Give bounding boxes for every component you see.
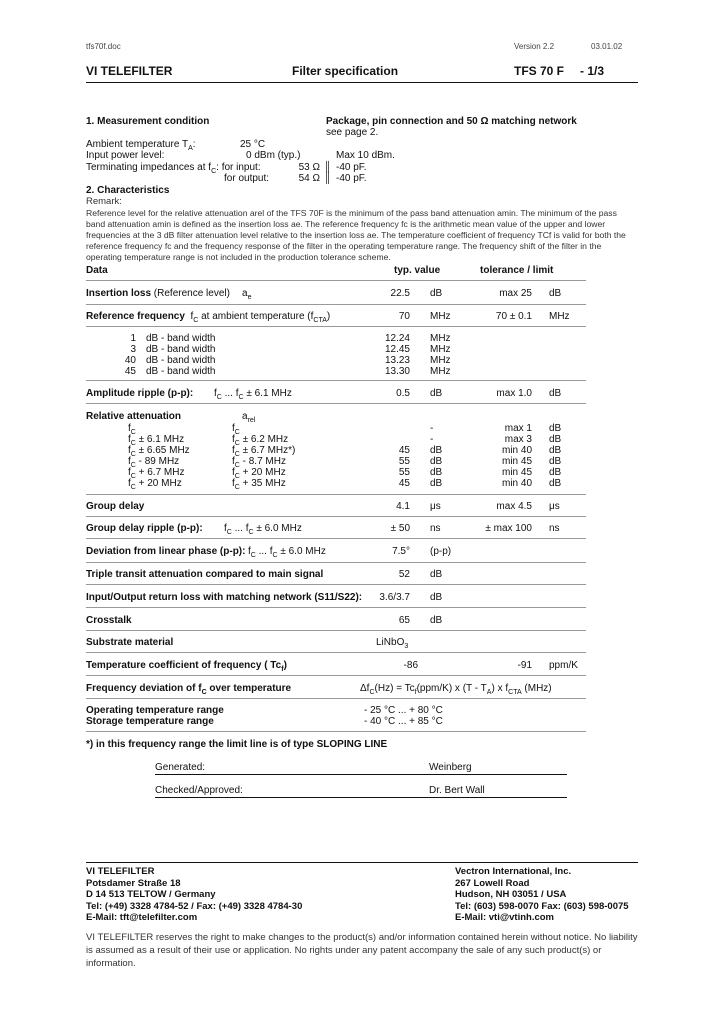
header-rule	[86, 82, 638, 83]
tta-typ: 52	[398, 569, 410, 580]
rule	[86, 380, 586, 381]
footer-left-company: VI TELEFILTER	[86, 866, 155, 877]
rule	[86, 326, 586, 327]
ar-limit-unit: dB	[549, 388, 562, 399]
ra-unit: dB	[430, 456, 443, 467]
rule	[86, 584, 586, 585]
gd-limit: max 4.5	[496, 501, 532, 512]
remark-title: Remark:	[86, 196, 122, 207]
ra-limit-unit: dB	[549, 478, 562, 489]
term-input-ohm: 53 Ω	[298, 162, 320, 173]
il-limit-unit: dB	[549, 288, 562, 299]
footer-right-city: Hudson, NH 03051 / USA	[455, 889, 567, 900]
otr-label: Operating temperature range	[86, 705, 224, 716]
rl-unit: dB	[430, 592, 443, 603]
ra-limit: min 45	[501, 467, 532, 478]
il-typ: 22.5	[390, 288, 410, 299]
ra-unit: dB	[430, 445, 443, 456]
footer-right-company: Vectron International, Inc.	[455, 866, 572, 877]
ra-from: $f_C + 6.7$ MHz	[128, 467, 185, 480]
bw-value: 12.24	[384, 333, 410, 344]
tc-limit-unit: ppm/K	[549, 660, 578, 671]
ra-typ: 45	[398, 478, 410, 489]
ra-typ: 55	[398, 456, 410, 467]
otr-value: - 25 °C ... + 80 °C	[364, 705, 443, 716]
ra-limit: min 45	[501, 456, 532, 467]
package-title: Package, pin connection and 50 Ω matching network	[326, 116, 577, 127]
bw-label: dB - band width	[146, 366, 216, 377]
ra-from: $f_C - 89$ MHz	[128, 456, 180, 469]
bw-label: dB - band width	[146, 355, 216, 366]
rf-limit: 70 ± 0.1	[495, 311, 532, 322]
remark-text: Reference level for the relative attenuation arel of the TFS 70F is the minimum of the pass band attenuation amin. The minimum of the pass band attenuation amin is defined as the insertion loss ae. The reference frequency fc is the arithmetic mean value of the upper and lower frequencies at the 3 dB filter attenuation level relative to the insertion loss ae. The temperature coefficient of frequency TCf is valid for both the reference frequency fc and the frequency response of the filter in the operating temperature range. The frequency shift of the filter in the operating temperature range is not included in the production tolerance scheme.	[86, 208, 626, 262]
bw-value: 12.45	[384, 344, 410, 355]
rf-label: Reference frequency $f_C$ at ambient temperature $(f_{CTA})$	[86, 311, 331, 324]
dlp-range: $f_C$ ... $f_C \pm 6.0$ MHz	[248, 546, 326, 559]
bw-unit: MHz	[430, 355, 451, 366]
ra-to: $f_C + 35$ MHz	[232, 478, 286, 491]
ct-unit: dB	[430, 615, 443, 626]
doc-title: Filter specification	[292, 64, 399, 78]
tc-typ: -86	[403, 660, 418, 671]
gdr-label: Group delay ripple (p-p):	[86, 523, 203, 534]
col-typ: typ. value	[394, 265, 441, 276]
ra-unit: dB	[430, 467, 443, 478]
gdr-typ: ± 50	[390, 523, 410, 534]
il-limit: max 25	[499, 288, 532, 299]
fd-formula: $\Delta f_C(Hz) = Tc_f(ppm/K)$ x $(T - T_A)$ x $f_{CTA}$ (MHz)	[360, 683, 552, 696]
ra-typ: 45	[398, 445, 410, 456]
rule	[86, 403, 586, 404]
ra-symbol: $a_{rel}$	[242, 411, 256, 424]
ambient-label: Ambient temperature $T_A$:	[86, 139, 196, 152]
ar-limit: max 1.0	[496, 388, 532, 399]
approved-name: Dr. Bert Wall	[429, 785, 485, 796]
bw-db: 3	[130, 344, 136, 355]
meas-title: 1. Measurement condition	[86, 116, 210, 127]
rule	[86, 538, 586, 539]
rule	[86, 304, 586, 305]
str-value: - 40 °C ... + 85 °C	[364, 716, 443, 727]
version: Version 2.2	[514, 42, 555, 51]
gd-label: Group delay	[86, 501, 145, 512]
rule	[86, 607, 586, 608]
parallel-symbol: ║	[324, 162, 332, 173]
footer-left-email[interactable]: E-Mail: tft@telefilter.com	[86, 912, 198, 923]
filename: tfs70f.doc	[86, 42, 121, 51]
ra-from: $f_C + 20$ MHz	[128, 478, 182, 491]
gdr-limit: ± max 100	[485, 523, 532, 534]
ra-unit: dB	[430, 478, 443, 489]
dlp-unit: (p-p)	[430, 546, 452, 557]
col-data: Data	[86, 265, 108, 276]
gd-limit-unit: μs	[549, 501, 560, 512]
company-name: VI TELEFILTER	[86, 64, 173, 78]
ambient-value: 25 °C	[240, 139, 266, 150]
ra-limit: min 40	[501, 478, 532, 489]
il-symbol: $a_e$	[242, 288, 252, 301]
ra-from: $f_C$	[128, 423, 136, 436]
term-output-pf: -40 pF.	[336, 173, 367, 184]
ra-label: Relative attenuation	[86, 411, 182, 422]
disclaimer: VI TELEFILTER reserves the right to make changes to the product(s) and/or information contained herein without notice. No liability is assumed as a result of their use or application. No rights under any patent accompany the sale of any such product(s) or information.	[86, 932, 638, 969]
rule	[86, 630, 586, 631]
ra-limit: max 1	[504, 423, 532, 434]
ra-from: $f_C \pm 6.1$ MHz	[128, 434, 185, 447]
bw-db: 40	[124, 355, 136, 366]
il-label: Insertion loss (Reference level)	[86, 288, 230, 299]
footer-left-city: D 14 513 TELTOW / Germany	[86, 889, 216, 900]
ra-to: $f_C \pm 6.2$ MHz	[232, 434, 289, 447]
footnote: *) in this frequency range the limit line is of type SLOPING LINE	[86, 739, 388, 750]
rule	[86, 675, 586, 676]
tta-label: Triple transit attenuation compared to main signal	[86, 569, 324, 580]
approved-label: Checked/Approved:	[155, 785, 243, 796]
rule	[86, 731, 586, 732]
signature-line	[155, 774, 567, 775]
bw-db: 45	[124, 366, 136, 377]
power-value: 0 dBm (typ.)	[246, 150, 301, 161]
part-number: TFS 70 F	[514, 64, 565, 78]
str-label: Storage temperature range	[86, 716, 214, 727]
tc-label: Temperature coefficient of frequency ( $Tc_f$)	[86, 660, 287, 673]
ar-range: $f_C$ ... $f_C \pm 6.1$ MHz	[214, 388, 292, 401]
ra-typ: 55	[398, 467, 410, 478]
footer-rule	[86, 862, 638, 863]
bw-db: 1	[130, 333, 136, 344]
ra-limit-unit: dB	[549, 467, 562, 478]
rule	[86, 494, 586, 495]
sm-label: Substrate material	[86, 637, 174, 648]
ct-label: Crosstalk	[86, 615, 132, 626]
generated-label: Generated:	[155, 762, 206, 773]
dlp-label: Deviation from linear phase (p-p):	[86, 546, 246, 557]
footer-left-phone: Tel: (+49) 3328 4784-52 / Fax: (+49) 3328 4784-30	[86, 901, 303, 912]
ra-limit-unit: dB	[549, 423, 562, 434]
rule	[86, 280, 586, 281]
ar-label: Amplitude ripple (p-p):	[86, 388, 194, 399]
ra-limit: max 3	[504, 434, 532, 445]
term-output-ohm: 54 Ω	[298, 173, 320, 184]
bw-label: dB - band width	[146, 344, 216, 355]
bw-unit: MHz	[430, 366, 451, 377]
rule	[86, 516, 586, 517]
rf-limit-unit: MHz	[549, 311, 570, 322]
ra-unit: -	[430, 423, 434, 434]
ra-to: $f_C - 8.7$ MHz	[232, 456, 286, 469]
footer-right-email[interactable]: E-Mail: vti@vtinh.com	[455, 912, 554, 923]
parallel-symbol: ║	[324, 173, 332, 184]
signature-line	[155, 797, 567, 798]
ct-typ: 65	[398, 615, 410, 626]
footer-right-street: 267 Lowell Road	[455, 878, 530, 889]
bw-unit: MHz	[430, 333, 451, 344]
package-ref: see page 2.	[326, 127, 379, 138]
tc-limit: -91	[517, 660, 532, 671]
rf-typ: 70	[398, 311, 410, 322]
gdr-limit-unit: ns	[549, 523, 560, 534]
ra-limit: min 40	[501, 445, 532, 456]
ra-limit-unit: dB	[549, 456, 562, 467]
gdr-range: $f_C$ ... $f_C \pm 6.0$ MHz	[224, 523, 302, 536]
dlp-typ: 7.5°	[392, 546, 410, 557]
power-label: Input power level:	[86, 150, 165, 161]
rf-unit: MHz	[430, 311, 451, 322]
rule	[86, 698, 586, 699]
page-number: - 1/3	[580, 64, 605, 78]
ra-from: $f_C \pm 6.65$ MHz	[128, 445, 190, 458]
ar-typ: 0.5	[396, 388, 410, 399]
bw-value: 13.23	[384, 355, 410, 366]
sm-value: LiNbO$_3$	[376, 637, 409, 650]
footer-right-phone: Tel: (603) 598-0070 Fax: (603) 598-0075	[455, 901, 629, 912]
rule	[86, 652, 586, 653]
term-label: Terminating impedances at $f_C$: for input:	[86, 162, 261, 175]
generated-name: Weinberg	[429, 762, 472, 773]
ra-limit-unit: dB	[549, 434, 562, 445]
bw-value: 13.30	[384, 366, 410, 377]
ra-to: $f_C$	[232, 423, 240, 436]
char-title: 2. Characteristics	[86, 185, 170, 196]
gdr-unit: ns	[430, 523, 441, 534]
power-max: Max 10 dBm.	[336, 150, 395, 161]
rl-label: Input/Output return loss with matching network (S11/S22):	[86, 592, 363, 603]
gd-unit: μs	[430, 501, 441, 512]
bw-unit: MHz	[430, 344, 451, 355]
rl-typ: 3.6/3.7	[379, 592, 410, 603]
bw-label: dB - band width	[146, 333, 216, 344]
footer-left-street: Potsdamer Straße 18	[86, 878, 181, 889]
ra-to: $f_C \pm 6.7$ MHz*)	[232, 445, 296, 458]
fd-label: Frequency deviation of $f_C$ over temperature	[86, 683, 292, 696]
ra-limit-unit: dB	[549, 445, 562, 456]
date: 03.01.02	[591, 42, 623, 51]
ra-to: $f_C + 20$ MHz	[232, 467, 286, 480]
term-input-pf: -40 pF.	[336, 162, 367, 173]
il-unit: dB	[430, 288, 443, 299]
ar-unit: dB	[430, 388, 443, 399]
ra-unit: -	[430, 434, 434, 445]
tta-unit: dB	[430, 569, 443, 580]
gd-typ: 4.1	[396, 501, 410, 512]
term-output-label: for output:	[224, 173, 270, 184]
col-tolerance: tolerance / limit	[480, 265, 554, 276]
rule	[86, 562, 586, 563]
